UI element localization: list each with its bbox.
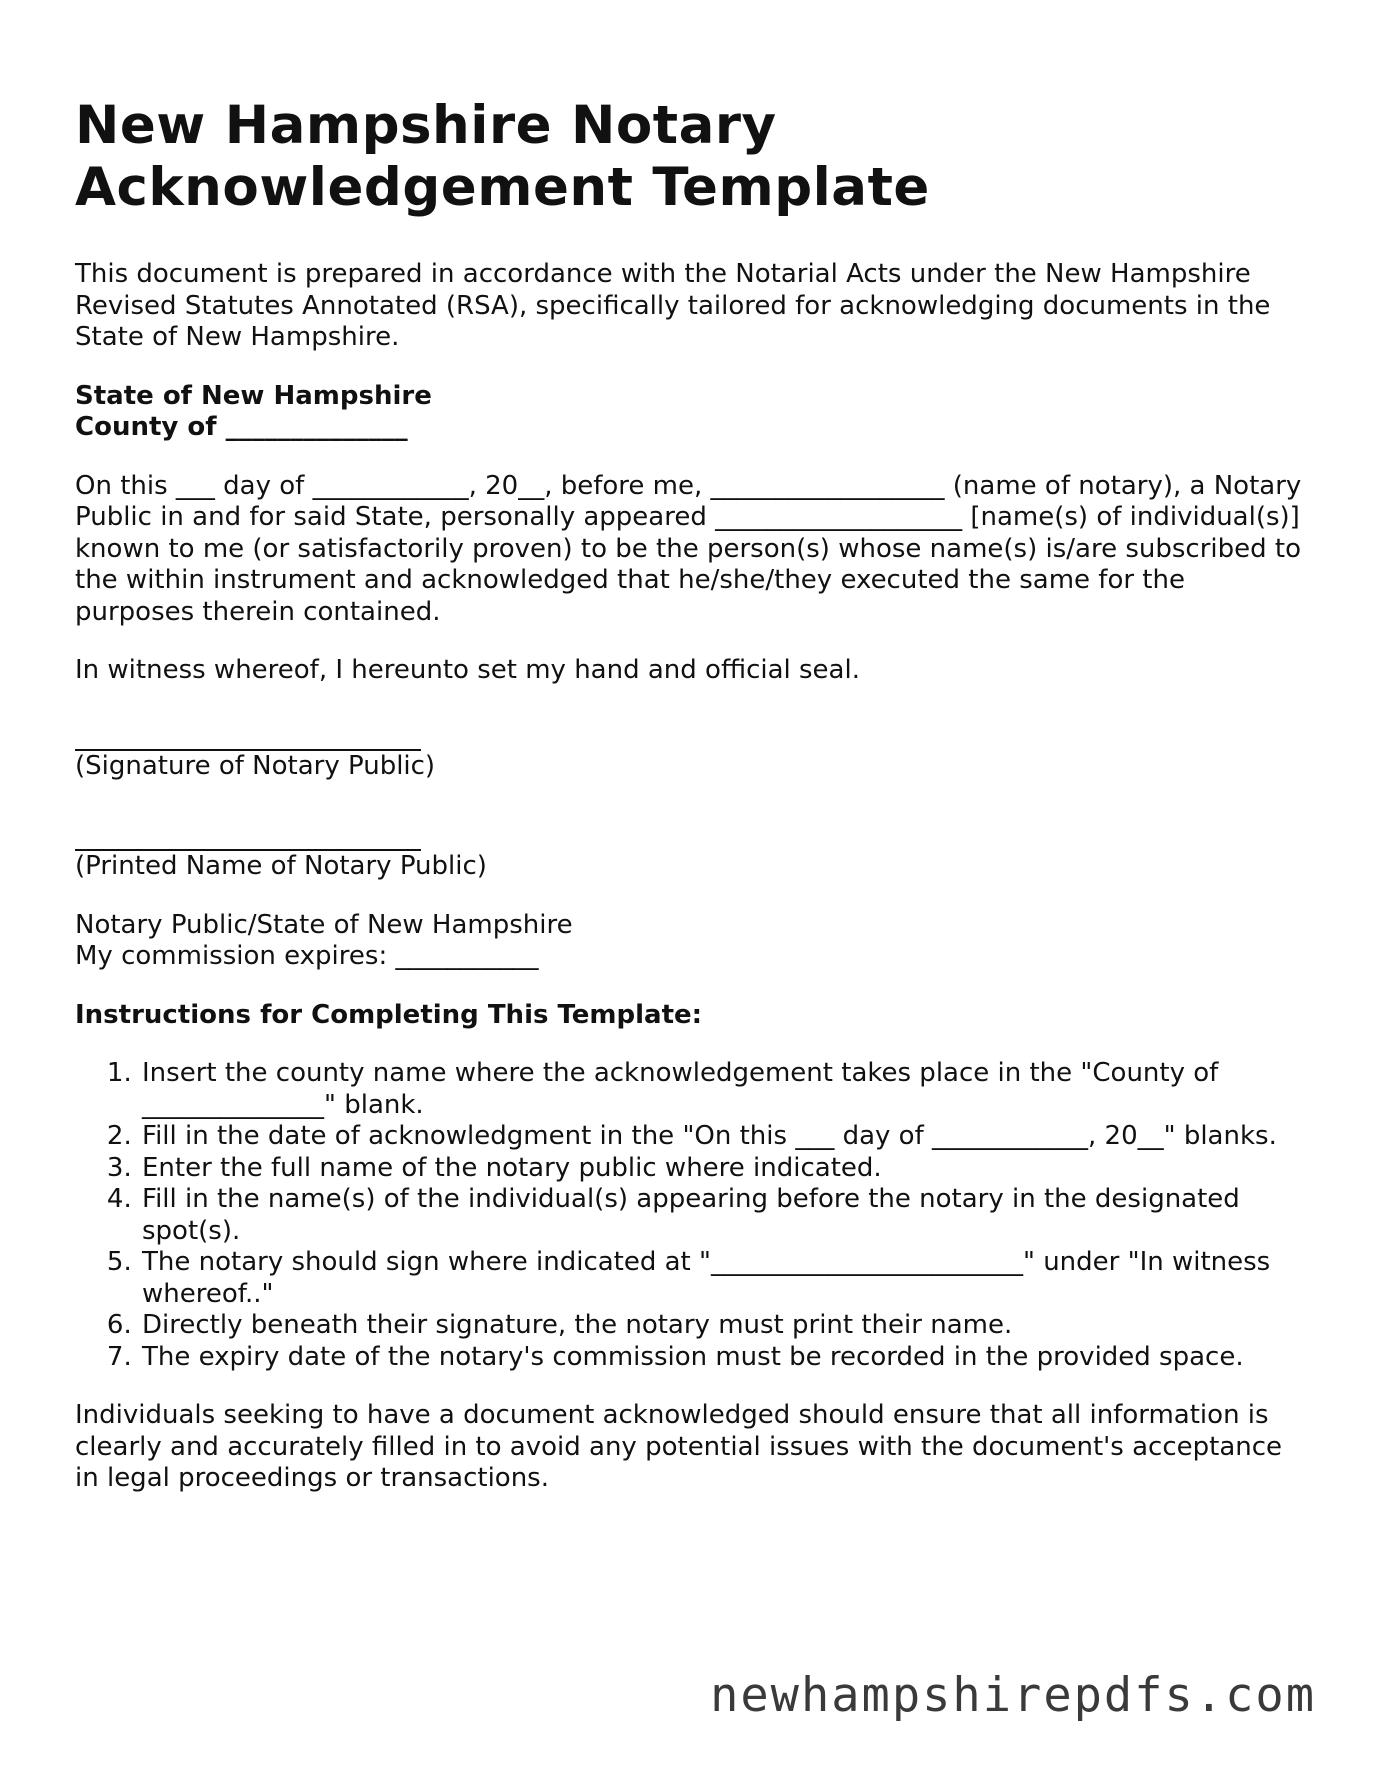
acknowledgement-paragraph: On this ___ day of ____________, 20__, before me, __________________ (name of notary), a Notary Public in and for said State, personally appeared ___________________ [name(s) of individual(s)] known to me (or satisfactorily proven) to be the person(s) whose name(s) is/are subscribed to the within instrument and acknowledged that he/she/they executed the same for the purposes therein contained. <box>75 470 1302 627</box>
instruction-item: 3. Enter the full name of the notary public where indicated. <box>140 1153 1305 1185</box>
instruction-item: 7. The expiry date of the notary's commission must be recorded in the provided space. <box>140 1342 1305 1374</box>
signature-block <box>75 722 1305 783</box>
signature-line <box>75 722 421 751</box>
signature-caption: (Signature of Notary Public) <box>75 750 436 781</box>
county-line: County of ______________ <box>75 412 408 442</box>
commission-block <box>75 910 1305 973</box>
instruction-item: 4. Fill in the name(s) of the individual(s) appearing before the notary in the designated spot(s). <box>140 1184 1305 1247</box>
printed-name-caption: (Printed Name of Notary Public) <box>75 851 487 881</box>
title-line-2: Acknowledgement Template <box>75 157 930 218</box>
document-page <box>75 95 1305 1495</box>
title-line-1: New Hampshire Notary <box>75 95 777 156</box>
state-line: State of New Hampshire <box>75 380 432 411</box>
witness-line: In witness whereof, I hereunto set my hand and official seal. <box>75 655 860 685</box>
document-title <box>75 95 1305 219</box>
notary-state-line: Notary Public/State of New Hampshire <box>75 909 573 940</box>
commission-line: My commission expires: ___________ <box>75 941 539 971</box>
printed-name-line <box>75 822 421 851</box>
instruction-item: 1. Insert the county name where the acknowledgement takes place in the "County of ______________" blank. <box>140 1058 1305 1121</box>
instructions-list <box>75 1058 1305 1373</box>
watermark: newhampshirepdfs.com <box>710 1668 1316 1723</box>
instruction-item: 5. The notary should sign where indicated at "________________________" under "In witness whereof.." <box>140 1247 1305 1310</box>
instruction-item: 2. Fill in the date of acknowledgment in the "On this ___ day of ____________, 20__" blanks. <box>140 1121 1305 1153</box>
venue-block <box>75 381 1305 444</box>
printed-name-block <box>75 822 1305 883</box>
instructions-heading: Instructions for Completing This Template: <box>75 999 703 1030</box>
intro-paragraph: This document is prepared in accordance with the Notarial Acts under the New Hampshire Revised Statutes Annotated (RSA), specifically tailored for acknowledging documents in the State of New Hampshire. <box>75 259 1271 352</box>
instruction-item: 6. Directly beneath their signature, the notary must print their name. <box>140 1310 1305 1342</box>
closing-paragraph: Individuals seeking to have a document acknowledged should ensure that all information is clearly and accurately filled in to avoid any potential issues with the document's acceptance in legal proceedings or transactions. <box>75 1400 1283 1493</box>
